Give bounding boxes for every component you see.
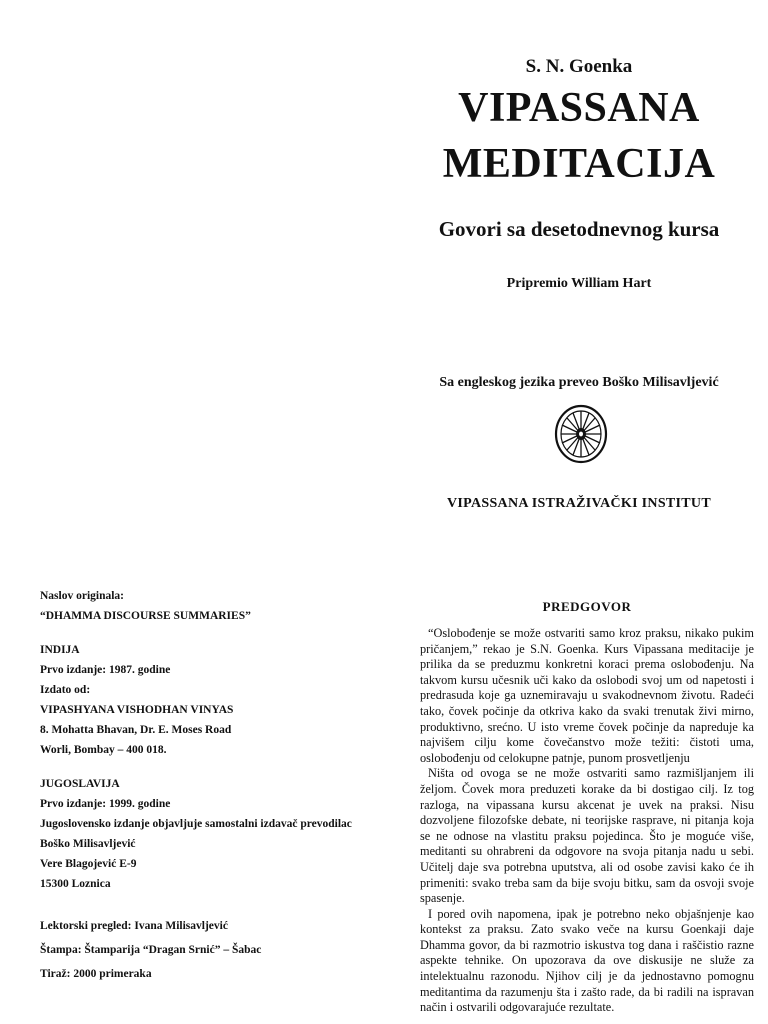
foreword-paragraph-3: I pored ovih napomena, ipak je potrebno neko objašnjenje kao kontekst za praksu. Zato svako veče na kursu Goenkaji daje Dhamma govor, da bi razmotrio iskustva tog dana i raščistio razne aspekte tehnike. On upozorava da ove diskusije ne služe za intelektualnu razonodu. Njihov cilj je da jednostavno pomognu meditantima da razumenju šta i zašto rade, da bi radili na ispravan način i ostvarili odgovarajuće rezultate.	[420, 906, 754, 1015]
foreword-paragraph-2: Ništa od ovoga se ne može ostvariti samo razmišljanjem ili željom. Čovek mora preduzeti korake da bi dostigao cilj. Iz tog razloga, na vipassana kursu akcenat je uvek na praksi. Nisu dozvoljene filozofske debate, ni teorijske rasprave, ni pitanja koja se ne odnose na vlastitu praksu pojedinca. Što je moguće više, meditanti su ohrabreni da odgovore na svoja pitanja nadu u sebi. Učitelj daje sva potrebna uputstva, ali od osobe zavisi kako će ih primeniti: svako treba sam da bije svoju bitku, sam da osvoji svoje spasenje.	[420, 766, 754, 906]
india-publisher: VIPASHYANA VISHODHAN VINYAS	[40, 704, 234, 716]
yugoslavia-address-line2: 15300 Loznica	[40, 878, 111, 890]
original-title: “DHAMMA DISCOURSE SUMMARIES”	[40, 610, 251, 622]
print-run: Tiraž: 2000 primeraka	[40, 968, 152, 980]
book-title-line2: MEDITACIJA	[442, 141, 716, 187]
india-published-by: Izdato od:	[40, 684, 91, 696]
book-title-line1: VIPASSANA	[458, 85, 700, 131]
foreword-paragraph-1: “Oslobođenje se može ostvariti samo kroz praksu, nikako pukim pričanjem,” rekao je S.N. Goenka. Kurs Vipassana meditacije je prilika da se preduzmu konkretni koraci prema oslobođenju. Na takvom kursu učesnik uči kako da oslobodi svoj um od napetosti i predrasuda koje ga uznemiravaju u svakodnevnom životu. Radeći tako, čovek počinje da otkriva kako da svaki trenutak živi mirno, produktivno, srećno. U isto vreme čovek počinje da napreduje ka najvišem cilju kome čovečanstvo može težiti: čistoti uma, oslobođenju od celokupne patnje, punom prosvetljenju	[420, 626, 754, 765]
publisher-institute: VIPASSANA ISTRAŽIVAČKI INSTITUT	[447, 496, 711, 511]
author-name: S. N. Goenka	[525, 56, 633, 77]
india-heading: INDIJA	[40, 644, 80, 656]
india-address-line2: Worli, Bombay – 400 018.	[40, 744, 167, 756]
india-address-line1: 8. Mohatta Bhavan, Dr. E. Moses Road	[40, 724, 232, 736]
yugoslavia-publisher-name: Boško Milisavljević	[40, 838, 136, 850]
printing-credit: Štampa: Štamparija “Dragan Srnić” – Šabac	[40, 944, 262, 956]
book-subtitle: Govori sa desetodnevnog kursa	[438, 217, 720, 241]
foreword-body	[420, 626, 754, 1016]
original-title-label: Naslov originala:	[40, 590, 125, 602]
dharma-wheel-icon	[553, 404, 609, 464]
imprint-block	[40, 586, 370, 984]
prepared-by: Pripremio William Hart	[506, 276, 652, 291]
yugoslavia-address-line1: Vere Blagojević E-9	[40, 858, 137, 870]
india-first-edition: Prvo izdanje: 1987. godine	[40, 664, 171, 676]
yugoslavia-heading: JUGOSLAVIJA	[40, 778, 120, 790]
yugoslavia-publisher-note: Jugoslovensko izdanje objavljuje samostalni izdavač prevodilac	[40, 818, 352, 830]
foreword-heading: PREDGOVOR	[542, 599, 632, 614]
translated-by: Sa engleskog jezika preveo Boško Milisavljević	[439, 375, 719, 390]
yugoslavia-first-edition: Prvo izdanje: 1999. godine	[40, 798, 171, 810]
proofreading-credit: Lektorski pregled: Ivana Milisavljević	[40, 920, 228, 932]
